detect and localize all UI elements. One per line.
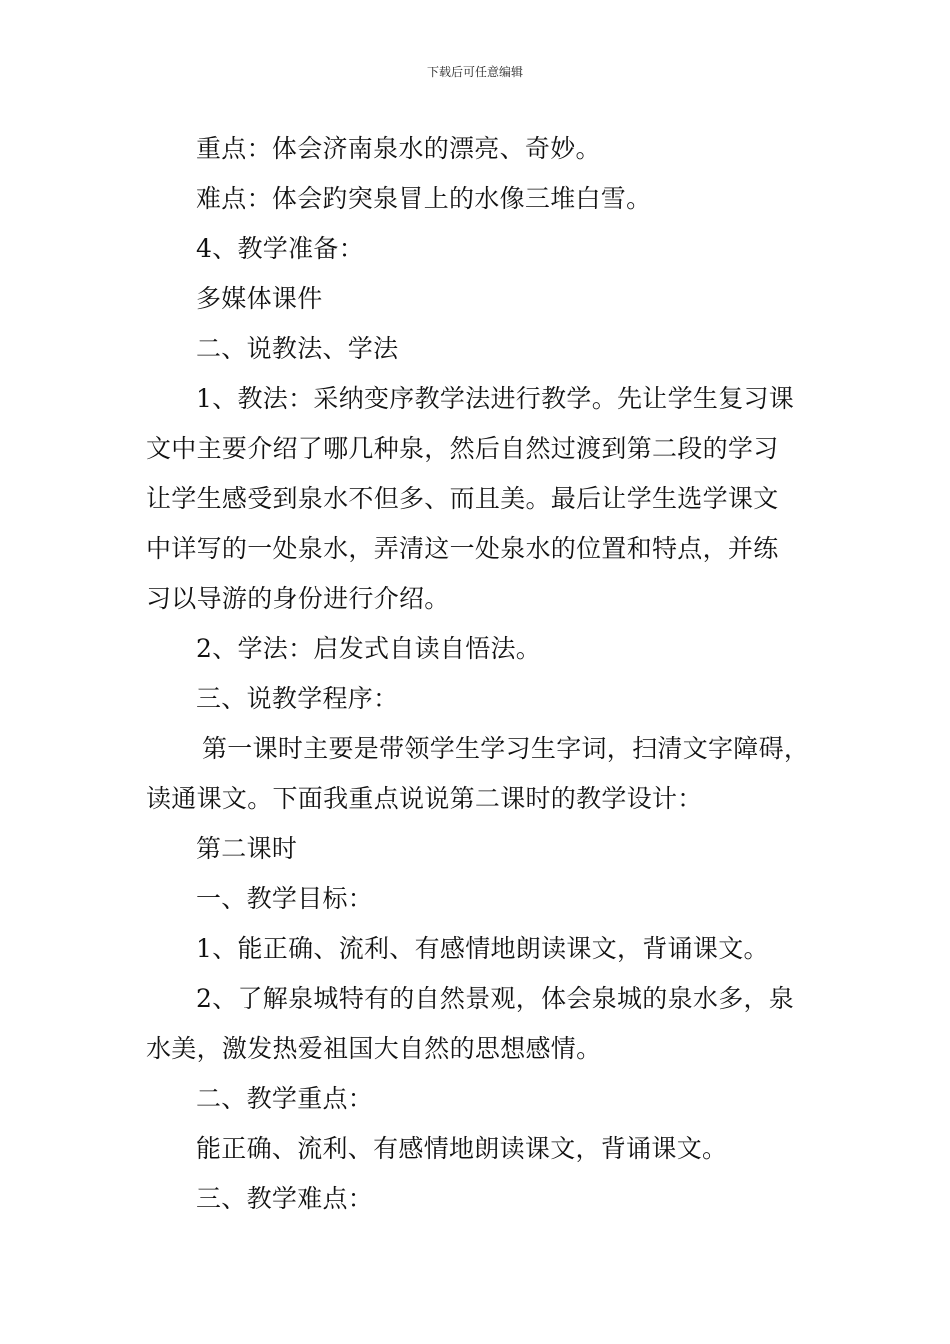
paragraph-line: 读通课文。下面我重点说说第二课时的教学设计：	[146, 784, 703, 813]
paragraph-line: 重点：体会济南泉水的漂亮、奇妙。	[196, 134, 601, 163]
page-header: 下载后可任意编辑	[426, 65, 523, 79]
section-heading: 二、说教法、学法	[196, 334, 399, 363]
paragraph-line: 2、学法：启发式自读自悟法。	[196, 634, 542, 663]
paragraph-line: 让学生感受到泉水不但多、而且美。最后让学生选学课文	[146, 484, 779, 513]
paragraph-line: 能正确、流利、有感情地朗读课文，背诵课文。	[196, 1134, 728, 1163]
section-heading: 二、教学重点：	[196, 1084, 374, 1113]
section-heading: 三、说教学程序：	[196, 684, 399, 713]
paragraph-line: 水美，激发热爱祖国大自然的思想感情。	[146, 1034, 602, 1063]
paragraph-line: 多媒体课件	[196, 284, 323, 313]
paragraph-line: 1、教法：采纳变序教学法进行教学。先让学生复习课	[196, 384, 795, 413]
paragraph-line: 4、教学准备：	[196, 234, 365, 263]
paragraph-line: 习以导游的身份进行介绍。	[146, 584, 450, 613]
section-heading: 第二课时	[196, 834, 298, 863]
section-heading: 一、教学目标：	[196, 884, 374, 913]
paragraph-line: 第一课时主要是带领学生学习生字词，扫清文字障碍，	[202, 734, 810, 763]
paragraph-line: 中详写的一处泉水，弄清这一处泉水的位置和特点，并练	[146, 534, 779, 563]
document-body	[146, 124, 836, 1224]
paragraph-line: 1、能正确、流利、有感情地朗读课文，背诵课文。	[196, 934, 769, 963]
paragraph-line: 文中主要介绍了哪几种泉，然后自然过渡到第二段的学习	[146, 434, 779, 463]
section-heading: 三、教学难点：	[196, 1184, 374, 1213]
paragraph-line: 难点：体会趵突泉冒上的水像三堆白雪。	[196, 184, 652, 213]
paragraph-line: 2、了解泉城特有的自然景观，体会泉城的泉水多，泉	[196, 984, 795, 1013]
